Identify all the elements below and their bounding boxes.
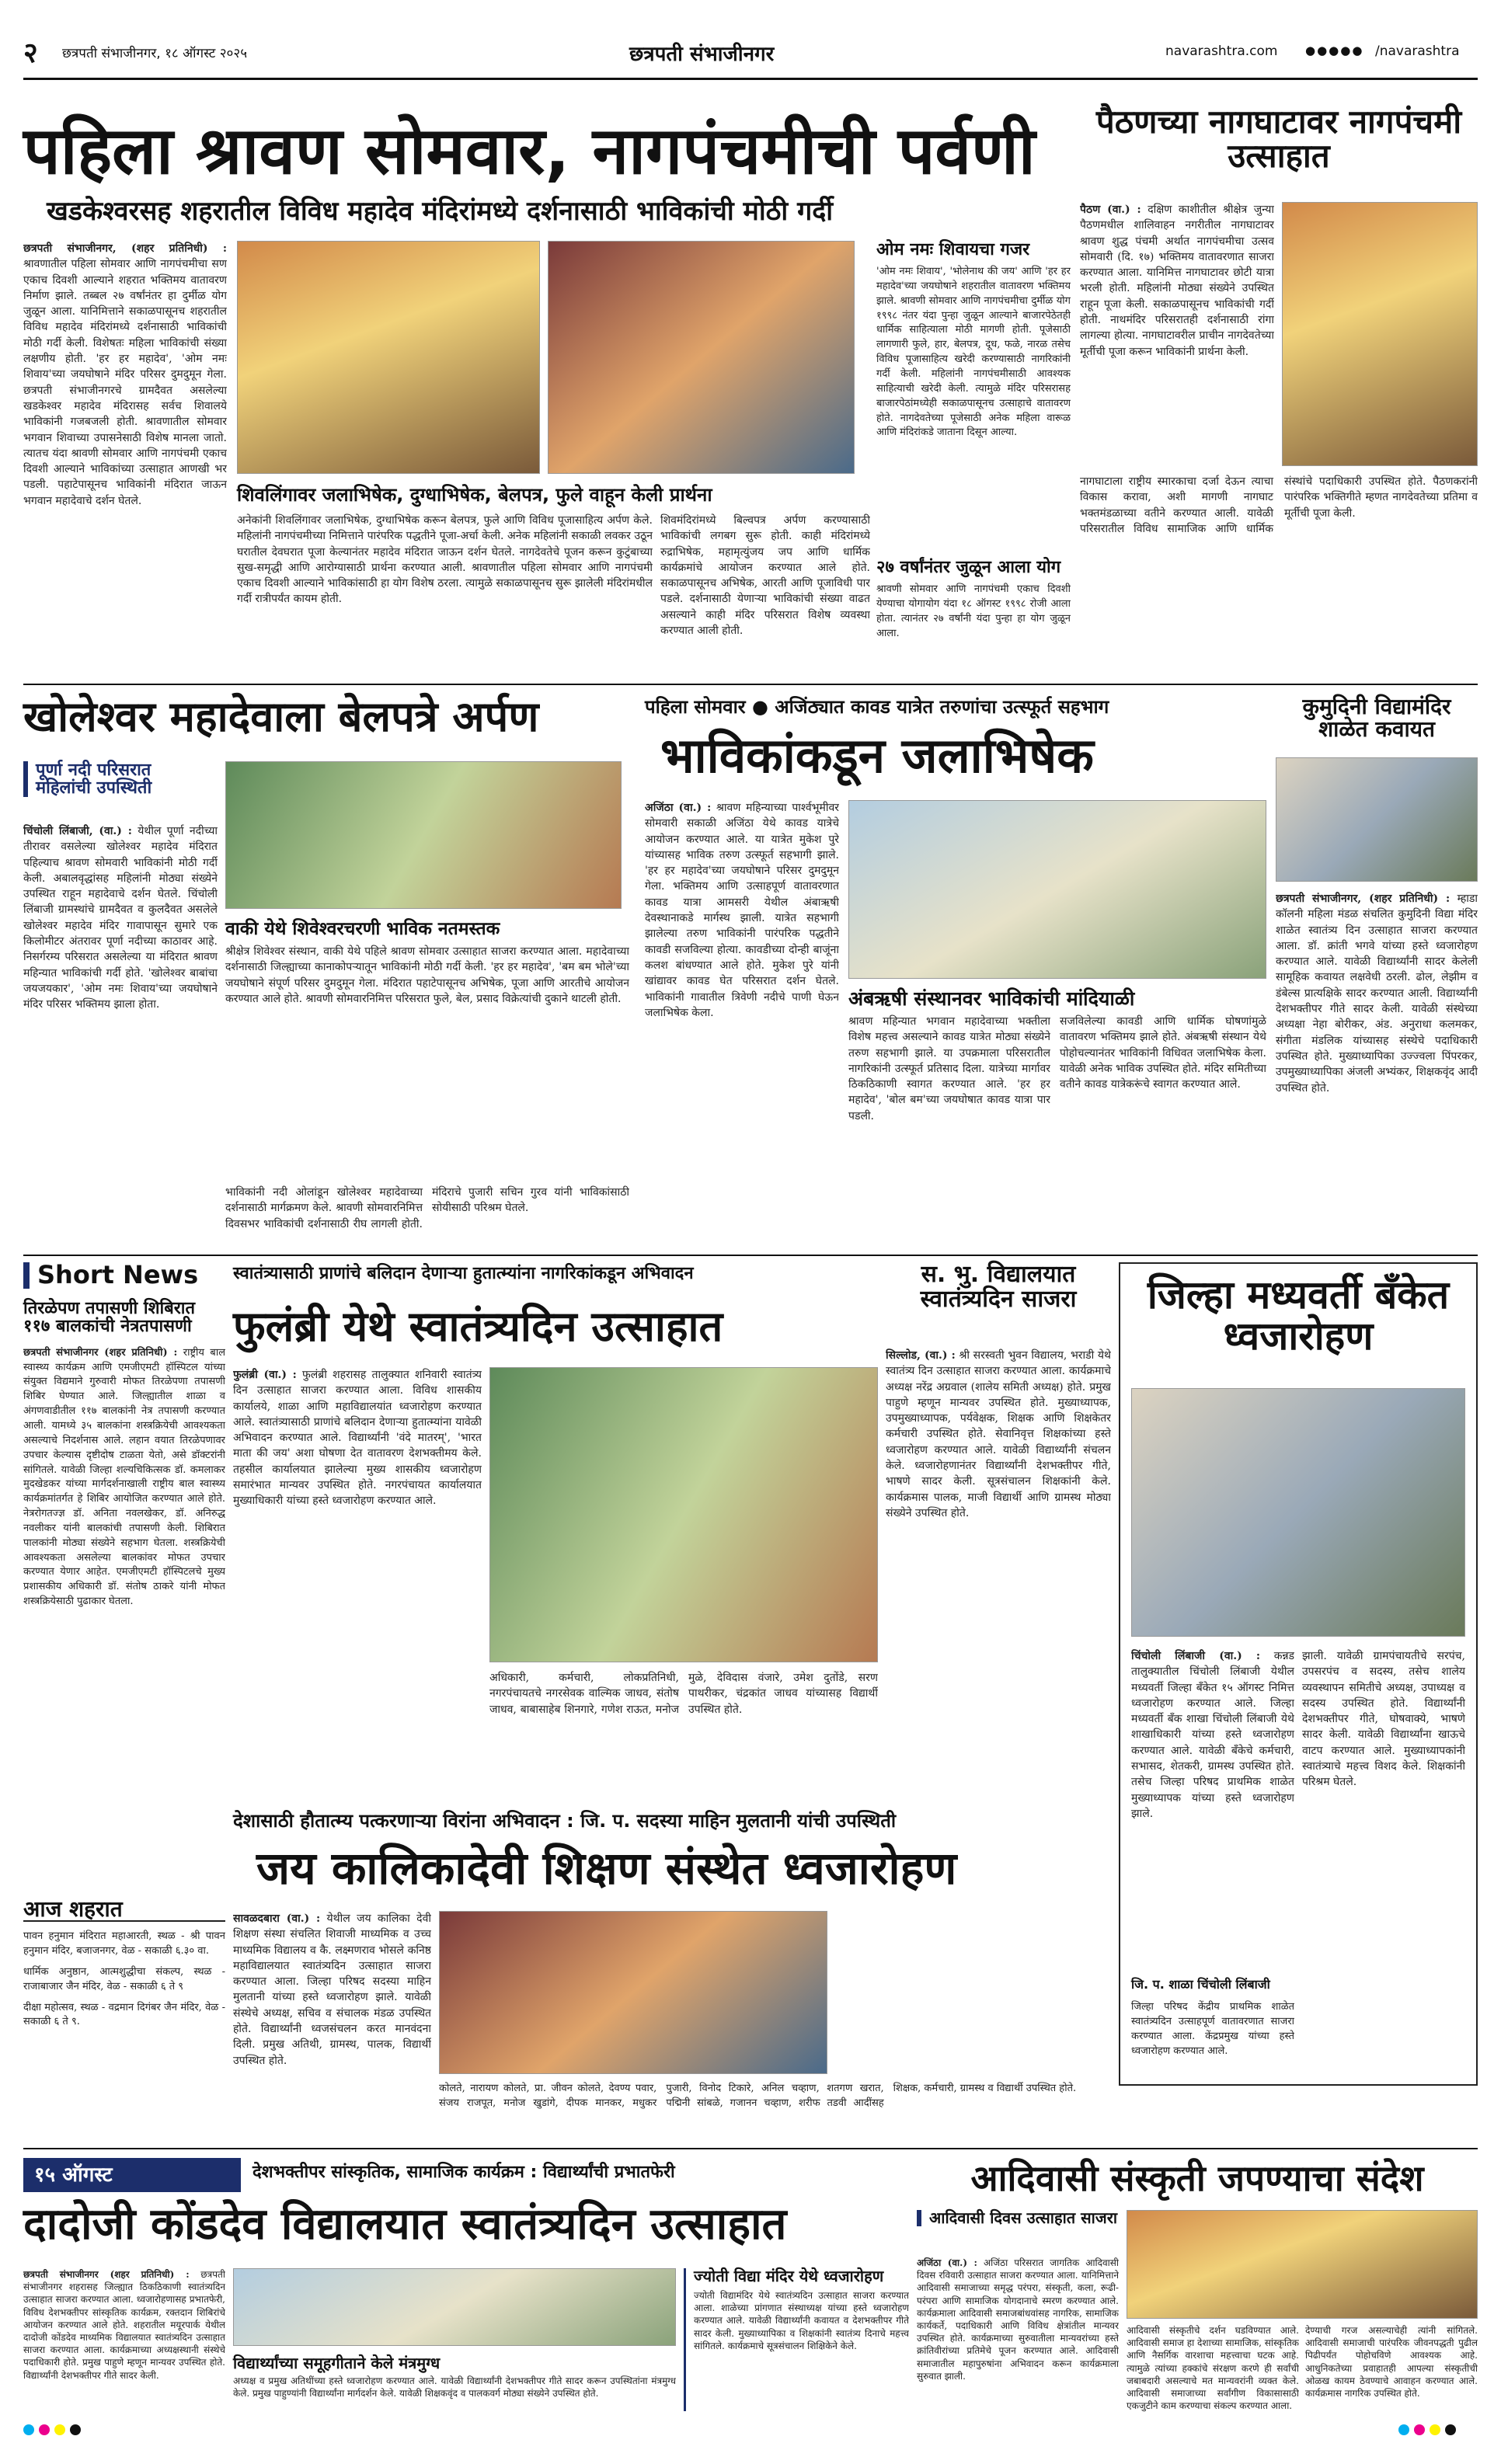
kumudini-headline: कुमुदिनी विद्यामंदिर शाळेत कवायत [1302,694,1451,743]
adivasi-body-3: देण्याची गरज असल्याचेही त्यांनी सांगितले. आदिवासी समाजाची पारंपरिक जीवनपद्धती पुढील पिढीपर्यंत पोहोचविणे आवश्यक आहे. आधुनिकतेच्या प्रवाहातही आपल्या संस्कृतीची ओळख कायम ठेवण्याचे आवाहन करण्यात आले. कार्यक्रमास नागरिक उपस्थित होते. [1305,2325,1478,2399]
paithan-photo [1282,202,1478,466]
fifteen-aug-kicker: देशभक्तीपर सांस्कृतिक, सामाजिक कार्यक्रम : विद्यार्थ्यांची प्रभातफेरी [252,2163,675,2182]
kholeshwar-caption: वाकी येथे शिवेश्वरचरणी भाविक नतमस्तक [225,919,500,939]
jyoti-body: ज्योती विद्यामंदिर येथे स्वातंत्र्यदिन उत्साहात साजरा करण्यात आला. शाळेच्या प्रांगणात संस्थाध्यक्ष यांच्या हस्ते ध्वजारोहण करण्यात आले. यावेळी विद्यार्थ्यांनी कवायत व देशभक्तीपर गीते सादर केली. मुख्याध्यापिका व शिक्षकांनी स्वातंत्र्य दिनाचे महत्त्व सांगितले. कार्यक्रमाचे सूत्रसंचालन शिक्षिकेने केले. [694,2290,909,2351]
silod-headline: स. भु. विद्यालयात स्वातंत्र्यदिन साजरा [920,1261,1077,1313]
dcc-body [1131,1648,1294,1975]
lead-dateline: छत्रपती संभाजीनगर, (शहर प्रतिनिधी) : [23,242,227,255]
paithan-body-text: दक्षिण काशीतील श्रीक्षेत्र जुन्या पैठणमधील शालिवाहन नगरीतील नागघाटावर श्रावण शुद्ध पंचमी अर्थात नागपंचमीचा उत्सव सोमवारी (दि. १७) भक्तिमय वातावरणात साजरा करण्यात आला. यानिमित्त नागघाटावर छोटी यात्रा भरली होती. महिलांनी मोठ्या संख्येने उपस्थित राहून पूजा केली. सकाळपासूनच भाविकांची गर्दी होती. नाथमंदिर परिसरातही दर्शनासाठी रांगा लागल्या होत्या. नागघाटावरील प्राचीन नागदेवतेच्या मूर्तीची पूजा करून भाविकांनी प्रार्थना केली. [1080,204,1274,358]
kalikadevi-dateline: सावळदबारा (वा.) : [233,1912,321,1925]
section-name: छत्रपती संभाजीनगर [629,43,775,66]
kholeshwar-dateline: चिंचोली लिंबाजी, (वा.) : [23,825,132,837]
short-news-headline: तिरळेपण तपासणी शिबिरात ११७ बालकांची नेत्रतपासणी [23,1298,196,1336]
registration-marks-left [23,2424,85,2438]
adivasi-body-text: अजिंठा परिसरात जागतिक आदिवासी दिवस रविवारी उत्साहात साजरा करण्यात आला. यानिमित्ताने आदिवासी समाजाच्या समृद्ध परंपरा, संस्कृती, कला, रूढी-परंपरा आणि सामाजिक योगदानाचे स्मरण करण्यात आले. कार्यक्रमाला आदिवासी समाजबांधवांसह नागरिक, सामाजिक कार्यकर्ते, पदाधिकारी आणि विविध क्षेत्रांतील मान्यवर उपस्थित होते. कार्यक्रमाच्या सुरुवातीला मान्यवरांच्या हस्ते क्रांतिवीरांच्या प्रतिमेचे पूजन करण्यात आले. आदिवासी समाजातील महापुरुषांना अभिवादन करून कार्यक्रमाला सुरुवात झाली. [917,2257,1119,2382]
kavad-headline: भाविकांकडून जलाभिषेक [660,727,1094,784]
phulambri-headline: फुलंब्री येथे स्वातंत्र्यदिन उत्साहात [233,1302,723,1351]
dadoji-body-text: छत्रपती संभाजीनगर शहरासह जिल्ह्यात ठिकठिकाणी स्वातंत्र्यदिन उत्साहात साजरा करण्यात आला. ध्वजारोहणासह प्रभातफेरी, विविध देशभक्तीपर सांस्कृतिक कार्यक्रम, रक्तदान शिबिरांचे आयोजन करण्यात आले होते. शहरातील मयूरपार्क येथील दादोजी कोंडदेव माध्यमिक विद्यालयात स्वातंत्र्यदिन उत्साहात साजरा करण्यात आला. कार्यक्रमाच्या अध्यक्षस्थानी संस्थेचे पदाधिकारी होते. प्रमुख पाहुणे म्हणून मान्यवर उपस्थित होते. विद्यार्थ्यांनी देशभक्तीपर गीते सादर केली. [23,2269,225,2381]
lead-subhead: खडकेश्वरसह शहरातील विविध महादेव मंदिरांमध्ये दर्शनासाठी भाविकांची मोठी गर्दी [47,196,834,227]
phulambri-photo [489,1367,878,1662]
jyoti-section [684,2268,909,2411]
om-subtitle: २७ वर्षांनंतर जुळून आला योग [876,558,1061,578]
kavad-kicker: पहिला सोमवार ● अजिंठ्यात कावड यात्रेत तरुणांचा उत्स्फूर्त सहभाग [645,696,1109,718]
kalikadevi-headline: जय कालिकादेवी शिक्षण संस्थेत ध्वजारोहण [256,1842,957,1895]
aaj-shahrat-item: धार्मिक अनुष्ठान, आत्मशुद्धीचा संकल्प, स्थळ - राजाबाजार जैन मंदिर, वेळ - सकाळी ६ ते ९ [23,1965,225,1992]
dcc-dateline: चिंचोली लिंबाजी (वा.) : [1131,1650,1261,1662]
adivasi-body [917,2257,1119,2412]
om-body-2: श्रावणी सोमवार आणि नागपंचमी एकाच दिवशी येण्याचा योगायोग यंदा १८ ऑगस्ट १९९८ रोजी आला होता. त्यानंतर २७ वर्षांनी यंदा पुन्हा हा योग जुळून आला. [876,583,1071,639]
kavad-body-2: श्रावण महिन्यात भगवान महादेवाच्या भक्तीला विशेष महत्त्व असल्याने कावड यात्रेत मोठ्या संख्येने तरुण सहभागी झाले. या उपक्रमाला परिसरातील नागरिकांनी उत्स्फूर्त प्रतिसाद दिला. यात्रेच्या मार्गावर ठिकठिकाणी स्वागत करण्यात आले. 'हर हर महादेव', 'बोल बम'च्या जयघोषात कावड यात्रा पार पडली. [848,1015,1050,1122]
paithan-dateline: पैठण (वा.) : [1080,204,1141,216]
kholeshwar-body [23,823,218,1247]
om-title: ओम नमः शिवायचा गजर [876,240,1030,259]
adivasi-dateline: अजिंठा (वा.) : [917,2257,977,2268]
kavad-body-text: श्रावण महिन्याच्या पार्श्वभूमीवर सोमवारी सकाळी अजिंठा येथे कावड यात्रेचे आयोजन करण्यात आले. या यात्रेत मुकेश पुरे यांच्यासह भाविक तरुण उत्स्फूर्त सहभागी झाले. 'हर हर महादेव'च्या जयघोषाने परिसर दुमदुमून गेला. भक्तिमय आणि उत्साहपूर्ण वातावरणात कावड यात्रा आमसरी येथील अंबाऋषी देवस्थानाकडे मार्गस्थ झाली. यात्रेत सहभागी झालेल्या तरुण भाविकांनी पारंपरिक पद्धतीने कावडी सजविल्या होत्या. कावडीच्या दोन्ही बाजूंना कलश बांधण्यात आले होते. मुकेश पुरे यांनी खांद्यावर कावड घेत परिसरात दर्शन घेतले. भाविकांनी गावातील त्रिवेणी नदीचे पाणी घेऊन जलाभिषेक केला. [645,802,839,1019]
dcc-body-2: जिल्हा परिषद केंद्रीय प्राथमिक शाळेत स्वातंत्र्यदिन उत्साहपूर्ण वातावरणात साजरा करण्यात आला. केंद्रप्रमुख यांच्या हस्ते ध्वजारोहण करण्यात आले. [1131,2001,1294,2057]
kalikadevi-body [233,1911,431,2136]
dcc-body-3: झाली. यावेळी ग्रामपंचायतीचे सरपंच, उपसरपंच व सदस्य, तसेच शालेय व्यवस्थापन समितीचे अध्यक्ष, उपाध्यक्ष व सदस्य उपस्थित होते. विद्यार्थ्यांनी देशभक्तीपर गीते, घोषवाक्ये, भाषणे सादर केली. यावेळी विद्यार्थ्यांना खाऊचे वाटप करण्यात आले. मुख्याध्यापकांनी स्वातंत्र्याचे महत्त्व विशद केले. शिक्षकांनी परिश्रम घेतले. [1302,1650,1465,1789]
paithan-body [1080,202,1274,466]
phulambri-dateline: फुलंब्री (वा.) : [233,1369,297,1381]
phulambri-caption: अधिकारी, कर्मचारी, लोकप्रतिनिधी, नगरपंचायतचे नगरसेवक वाल्मिक जाधव, संतोष जाधव, बाबासाहेब शिनगारे, गणेश राऊत, मनोज मुळे, देविदास वंजारे, उमेश दुतोंडे, सरण पाथरीकर, चंद्रकांत जाधव यांच्यासह विद्यार्थी उपस्थित होते. [489,1672,878,1716]
paithan-headline: पैठणच्या नागघाटावर नागपंचमी उत्साहात [1095,103,1462,176]
kholeshwar-body-text: येथील पूर्णा नदीच्या तीरावर वसलेल्या खोलेश्वर महादेव मंदिरात पहिल्याच श्रावण सोमवारी भाविकांनी मोठी गर्दी केली. अबालवृद्धांसह महिलांनी मोठ्या संख्येने उपस्थित राहून महादेवाचे दर्शन घेतले. चिंचोली लिंबाजी ग्रामस्थांचे ग्रामदैवत व कुलदैवत असलेले खोलेश्वर महादेव मंदिर गावापासून सुमारे एक किलोमीटर अंतरावर पूर्णा नदीच्या काठावर आहे. निसर्गरम्य परिसरात असलेल्या या मंदिरात श्रावण महिन्यात भाविकांची गर्दी होते. 'खोलेश्वर बाबांचा जयजयकार', 'ओम नमः शिवाय'च्या जयघोषाने मंदिर परिसर भक्तिमय झाला होता. [23,825,218,1011]
aaj-shahrat-item: दीक्षा महोत्सव, स्थळ - वद्रमान दिगंबर जैन मंदिर, वेळ - सकाळी ६ ते ९. [23,2001,225,2028]
silod-body [886,1348,1111,1806]
divider-2 [23,1255,1478,1256]
om-body: 'ओम नमः शिवाय', 'भोलेनाथ की जय' आणि 'हर हर महादेव'च्या जयघोषाने शहरातील वातावरण भक्तिमय झाले. श्रावणी सोमवार आणि नागपंचमीचा दुर्मीळ योग १९९८ नंतर यंदा पुन्हा जुळून आल्याने बाजारपेठेतही धार्मिक साहित्याला मोठी मागणी होती. पूजेसाठी लागणारी फुले, हार, बेलपत्र, दूध, फळे, नारळ तसेच विविध पूजासाहित्य खरेदी करण्यासाठी नागरिकांनी गर्दी केली. महिलांनी नागपंचमीसाठी आवश्यक साहित्याची खरेदी केली. त्यामुळे मंदिर परिसरासह बाजारपेठांमध्येही सकाळपासूनच उत्साहाचे वातावरण होते. नागदेवतेच्या पूजेसाठी अनेक महिला वारूळ आणि मंदिरांकडे जाताना दिसून आल्या. [876,266,1071,439]
registration-marks-right [1398,2424,1461,2438]
lead-caption: शिवलिंगावर जलाभिषेक, दुग्धाभिषेक, बेलपत्र, फुले वाहून केली प्रार्थना [237,484,712,506]
phulambri-body [233,1367,482,1802]
kumudini-section [1276,695,1478,1247]
kumudini-body-text: म्हाडा कॉलनी महिला मंडळ संचलित कुमुदिनी विद्या मंदिर शाळेत स्वातंत्र्य दिन उत्साहात साजरा करण्यात आला. डॉ. क्रांती भगवे यांच्या हस्ते ध्वजारोहण करण्यात आले. यावेळी विद्यार्थ्यांनी सादर केलेली सामूहिक कवायत लक्षवेधी ठरली. ढोल, लेझीम व डंबेल्स प्रात्यक्षिके सादर करण्यात आली. विद्यार्थ्यांनी देशभक्तीपर गीते सादर केली. यावेळी संस्थेच्या अध्यक्षा नेहा बोरीकर, अंड. अनुराधा कलमकर, संगीता मंडलिक यांच्यासह संस्थेचे पदाधिकारी उपस्थित होते. मुख्याध्यापिका उज्ज्वला पिंपरकर, उपमुख्याध्यापिका अंजली अभ्यंकर, शिक्षकवृंद आदी उपस्थित होते. [1276,893,1478,1095]
lead-body-3: शिवमंदिरांमध्ये बिल्वपत्र अर्पण करण्यासाठी भाविकांची लगबग सुरू होती. काही मंदिरांमध्ये रुद्राभिषेक, महामृत्युंजय जप आणि धार्मिक कार्यक्रमांचे आयोजन करण्यात आले होते. सकाळपासूनच अभिषेक, आरती आणि पूजाविधी पार पडले. दर्शनासाठी येणाऱ्या भाविकांची संख्या वाढत असल्याने काही मंदिर परिसरात विशेष व्यवस्था करण्यात आली होती. [660,514,870,638]
social-icons[interactable]: ●●●●● [1305,44,1364,57]
adivasi-body-2: आदिवासी संस्कृतीचे दर्शन घडविण्यात आले. आदिवासी समाज हा देशाच्या सामाजिक, सांस्कृतिक आणि नैसर्गिक वारशाचा महत्त्वाचा घटक आहे. त्यामुळे त्यांच्या हक्कांचे संरक्षण करणे ही सर्वांची जबाबदारी असल्याचे मत मान्यवरांनी व्यक्त केले. आदिवासी समाजाच्या सर्वांगीण विकासासाठी एकजुटीने काम करण्याचा संकल्प करण्यात आला. [1127,2325,1299,2412]
fifteen-aug-tag: १५ ऑगस्ट [23,2158,241,2192]
header-rule [23,78,1478,80]
kumudini-photo [1276,757,1478,882]
aaj-shahrat-title: आज शहरात [23,1898,225,1922]
adivasi-photo [1127,2210,1478,2319]
kholeshwar-body-3: भाविकांनी नदी ओलांडून खोलेश्वर महादेवाच्या दर्शनासाठी मार्गक्रमण केले. श्रावणी सोमवारनिमित्त दिवसभर भाविकांची दर्शनासाठी रीघ लागली होती. मंदिराचे पुजारी सचिन गुरव यांनी भाविकांसाठी सोयीसाठी परिश्रम घेतले. [225,1186,629,1230]
aaj-shahrat-item: पावन हनुमान मंदिरात महाआरती, स्थळ - श्री पावन हनुमान मंदिर, बजाजनगर, वेळ - सकाळी ६.३० वा. [23,1930,225,1958]
kumudini-body [1276,891,1478,1247]
lead-headline: पहिला श्रावण सोमवार, नागपंचमीची पर्वणी [23,113,1036,189]
jyoti-headline: ज्योती विद्या मंदिर येथे ध्वजारोहण [694,2267,884,2285]
dateline: छत्रपती संभाजीनगर, १८ ऑगस्ट २०२५ [62,46,248,61]
kumudini-dateline: छत्रपती संभाजीनगर, (शहर प्रतिनिधी) : [1276,893,1451,905]
adivasi-kicker: आदिवासी दिवस उत्साहात साजरा [917,2210,1119,2226]
phulambri-kicker: स्वातंत्र्यासाठी प्राणांचे बलिदान देणाऱ्या हुतात्म्यांना नागरिकांकडून अभिवादन [233,1264,694,1283]
kalikadevi-body-text: येथील जय कालिका देवी शिक्षण संस्था संचलित शिवाजी माध्यमिक व उच्च माध्यमिक विद्यालय व कै. लक्ष्मणराव भोसले कनिष्ठ महाविद्यालयात स्वातंत्र्यदिन उत्साहात साजरा करण्यात आला. जिल्हा परिषद सदस्या माहिन मुलतानी यांच्या हस्ते ध्वजारोहण झाले. यावेळी संस्थेचे अध्यक्ष, सचिव व संचालक मंडळ उपस्थित होते. विद्यार्थ्यांनी ध्वजसंचलन करत मानवंदना दिली. प्रमुख अतिथी, ग्रामस्थ, पालक, विद्यार्थी उपस्थित होते. [233,1912,431,2067]
lead-body-2: अनेकांनी शिवलिंगावर जलाभिषेक, दुग्धाभिषेक करून बेलपत्र, फुले आणि विविध पूजासाहित्य अर्पण केले. महिलांनी नागपंचमीच्या निमित्ताने पारंपरिक पद्धतीने पूजा-अर्चा केली. अनेक महिलांनी सकाळी लवकर उठून घरातील देवघरात पूजा केल्यानंतर महादेव मंदिरात जाऊन दर्शन घेतले. नागदेवतेचे पूजन करून कुटुंबाच्या सुख-समृद्धी आणि आरोग्यासाठी प्रार्थना करण्यात आली. श्रावणातील पहिला सोमवार आणि नागपंचमी एकाच दिवशी आल्याने भाविकांसाठी हा योग विशेष ठरला. त्यामुळे सकाळपासूनच सुरू झालेली मंदिरांमधील गर्दी रात्रीपर्यंत कायम होती. [237,514,653,606]
paithan-body-2: नागघाटाला राष्ट्रीय स्मारकाचा दर्जा देऊन त्याचा विकास करावा, अशी मागणी नागघाट भक्तमंडळाच्या वतीने करण्यात आली. यावेळी परिसरातील विविध सामाजिक आणि धार्मिक संस्थांचे पदाधिकारी उपस्थित होते. पैठणकरांनी पारंपरिक भक्तिगीते म्हणत नागदेवतेच्या प्रतिमा व मूर्तीची पूजा केली. [1080,475,1478,535]
silod-dateline: सिल्लोड, (वा.) : [886,1349,956,1362]
divider-3 [23,2148,1478,2149]
lead-body [23,241,227,676]
kavad-body [645,800,839,1247]
om-sidebar [876,241,1071,676]
silod-section [886,1262,1111,1806]
short-news-body [23,1346,225,1882]
phulambri-body-text: फुलंब्री शहरासह तालुक्यात शनिवारी स्वातंत्र्य दिन उत्साहात साजरा करण्यात आला. विविध शासकीय कार्यालये, शाळा आणि महाविद्यालयांत ध्वजारोहण करण्यात आले. स्वातंत्र्यासाठी प्राणांचे बलिदान देणाऱ्या हुतात्म्यांना यावेळी अभिवादन करण्यात आले. विद्यार्थ्यांनी 'वंदे मातरम्', 'भारत माता की जय' अशा घोषणा देत वातावरण देशभक्तीमय केले. तहसील कार्यालयात झालेल्या मुख्य शासकीय ध्वजारोहण समारंभात मान्यवर उपस्थित होते. नगरपंचायत कार्यालयात मुख्याधिकारी यांच्या हस्ते ध्वजारोहण करण्यात आले. [233,1369,482,1508]
page-header [23,33,1478,73]
adivasi-headline: आदिवासी संस्कृती जपण्याचा संदेश [970,2157,1424,2199]
divider-1 [23,684,1478,685]
dadoji-caption: विद्यार्थ्यांच्या समूहगीताने केले मंत्रमुग्ध [233,2354,441,2372]
short-news-body-text: राष्ट्रीय बाल स्वास्थ्य कार्यक्रम आणि एमजीएमटी हॉस्पिटल यांच्या संयुक्त विद्यमाने गुरुवारी मोफत तिरळेपणा तपासणी शिबिर घेण्यात आले. जिल्ह्यातील शाळा व अंगणवाडीतील ११७ बालकांनी नेत्र तपासणी करण्यात आली. यामध्ये ३५ बालकांना शस्त्रक्रियेची आवश्यकता असल्याचे निदर्शनास आले. लहान वयात तिरळेपणावर उपचार केल्यास दृष्टीदोष टाळता येतो, असे डॉक्टरांनी सांगितले. यावेळी जिल्हा शल्यचिकित्सक डॉ. कमलाकर मुदखेडकर यांच्या मार्गदर्शनाखाली राष्ट्रीय बाल स्वास्थ्य कार्यक्रमांतर्गत हे शिबिर आयोजित करण्यात आले होते. नेत्ररोगतज्ज्ञ डॉ. अनिता नवलखेकर, डॉ. अनिरुद्ध नवलीकर यांनी बालकांची तपासणी केली. शिबिरात पालकांनी मोठ्या संख्येने सहभाग घेतला. शस्त्रक्रियेची आवश्यकता असलेल्या बालकांवर मोफत उपचार करण्यात येणार आहेत. एमजीएमटी हॉस्पिटलचे मुख्य प्रशासकीय अधिकारी डॉ. संतोष ठाकरे यांनी मोफत शस्त्रक्रियेसाठी पुढाकार घेतला. [23,1346,225,1608]
kavad-dateline: अजिंठा (वा.) : [645,802,712,814]
dcc-subtitle: जि. प. शाळा चिंचोली लिंबाजी [1131,1977,1270,1992]
dcc-headline: जिल्हा मध्यवर्ती बँकेत ध्वजारोहण [1147,1272,1450,1359]
kalikadevi-caption: कोलते, नारायण कोलते, प्रा. जीवन कोलते, देवण्य पवार, संजय राजपूत, मनोज खुडांगे, दीपक मानकर, मधुकर पुजारी, विनोद टिकारे, अनिल चव्हाण, शतगण खरात, पद्मिनी सांबळे, गजानन चव्हाण, शरीफ तडवी आदींसह शिक्षक, कर्मचारी, ग्रामस्थ व विद्यार्थी उपस्थित होते. [439,2083,1077,2109]
dadoji-body [23,2268,225,2408]
kavad-body-3: सजविलेल्या कावडी आणि धार्मिक घोषणांमुळे वातावरण भक्तिमय झाले होते. अंबऋषी संस्थान येथे पोहोचल्यानंतर भाविकांनी विधिवत जलाभिषेक केला. यावेळी अनेक भाविक उपस्थित होते. मंदिर समितीच्या वतीने कावड यात्रेकरूंचे स्वागत करण्यात आले. [1060,1015,1266,1091]
website[interactable]: navarashtra.com [1165,44,1278,59]
lead-body-text: श्रावणातील पहिला सोमवार आणि नागपंचमीचा सण एकाच दिवशी आल्याने शहरात भक्तिमय वातावरण निर्माण झाले. तब्बल २७ वर्षांनंतर हा दुर्मीळ योग जुळून आला. यानिमित्ताने सकाळपासूनच शहरातील विविध महादेव मंदिरांमध्ये दर्शनासाठी भाविकांची मोठी गर्दी केली. विशेषतः महिला भाविकांची संख्या लक्षणीय होती. 'हर हर महादेव', 'ओम नमः शिवाय'च्या जयघोषाने मंदिर परिसर दुमदुमून गेला. छत्रपती संभाजीनगरचे ग्रामदैवत असलेल्या खडकेश्वर महादेव मंदिरासह सर्वच शिवालये भाविकांनी गजबजली होती. श्रावणातील सोमवार भगवान शिवाच्या उपासनेसाठी विशेष मानला जातो. त्यातच यंदा श्रावणी सोमवार आणि नागपंचमी एकाच दिवशी आल्याने भाविकांच्या उत्साहात आणखी भर पडली. पहाटेपासूनच भाविकांनी मंदिरात जाऊन भगवान महादेवाचे दर्शन घेतले. [23,258,227,507]
short-news-section [23,1262,225,2140]
dadoji-headline: दादोजी कोंडदेव विद्यालयात स्वातंत्र्यदिन उत्साहात [23,2199,787,2250]
paithan-section [1080,105,1478,680]
dadoji-body-2: अध्यक्ष व प्रमुख अतिथींच्या हस्ते ध्वजारोहण करण्यात आले. यावेळी विद्यार्थ्यांनी देशभक्तीपर गीते सादर करून उपस्थितांना मंत्रमुग्ध केले. प्रमुख पाहुण्यांनी विद्यार्थ्यांना मार्गदर्शन केले. यावेळी शिक्षकवृंद व पालकवर्ग मोठ्या संख्येने उपस्थित होते. [233,2375,676,2399]
kholeshwar-headline: खोलेश्वर महादेवाला बेलपत्रे अर्पण [23,692,539,741]
dadoji-dateline: छत्रपती संभाजीनगर (शहर प्रतिनिधी) : [23,2269,190,2280]
lead-photo-1 [237,241,540,474]
page-number: २ [23,37,38,69]
kholeshwar-kicker: पूर्णा नदी परिसरात महिलांची उपस्थिती [23,761,210,797]
kavad-caption: अंबऋषी संस्थानवर भाविकांची मांदियाळी [848,987,1135,1010]
kholeshwar-body-2: श्रीक्षेत्र शिवेश्वर संस्थान, वाकी येथे पहिले श्रावण सोमवार उत्साहात साजरा करण्यात आला. महादेवाच्या दर्शनासाठी जिल्ह्याच्या कानाकोपऱ्यातून भाविकांनी मोठी गर्दी केली. 'हर हर महादेव', 'बम बम भोले'च्या जयघोषाने संपूर्ण परिसर दुमदुमून गेला. मंदिरात पहाटेपासूनच अभिषेक, पूजा आणि आरतीचे आयोजन करण्यात आले होते. श्रावणी सोमवारनिमित्त परिसरात फुले, बेल, प्रसाद विक्रेत्यांची दुकाने थाटली होती. [225,945,629,1005]
lead-photo-2 [548,241,855,474]
dcc-section [1119,1262,1478,2086]
dcc-body-text: कन्नड तालुक्यातील चिंचोली लिंबाजी येथील मध्यवर्ती जिल्हा बँकेत १५ ऑगस्ट निमित्त ध्वजारोहण करण्यात आले. जिल्हा मध्यवर्ती बँक शाखा चिंचोली लिंबाजी येथे शाखाधिकारी यांच्या हस्ते ध्वजारोहण करण्यात आले. यावेळी बँकेचे कर्मचारी, सभासद, शेतकरी, ग्रामस्थ उपस्थित होते. तसेच जिल्हा परिषद प्राथमिक शाळेत मुख्याध्यापक यांच्या हस्ते ध्वजारोहण झाले. [1131,1650,1294,1820]
kavad-photo [848,800,1266,979]
short-news-label: Short News [23,1262,225,1289]
dadoji-photo [233,2268,676,2346]
short-news-dateline: छत्रपती संभाजीनगर (शहर प्रतिनिधी) : [23,1346,178,1359]
kalikadevi-photo [439,1911,827,2074]
silod-body-text: श्री सरस्वती भुवन विद्यालय, भराडी येथे स्वातंत्र्य दिन उत्साहात साजरा करण्यात आला. कार्यक्रमाचे अध्यक्ष नरेंद्र अग्रवाल (शालेय समिती अध्यक्ष) होते. प्रमुख पाहुणे म्हणून मान्यवर उपस्थित होते. मुख्याध्यापक, उपमुख्याध्यापक, पर्यवेक्षक, शिक्षक आणि शिक्षकेतर कर्मचारी उपस्थित होते. सेवानिवृत्त शिक्षकांच्या हस्ते ध्वजारोहण करण्यात आले. यावेळी विद्यार्थ्यांनी संचलन केले. ध्वजारोहणानंतर विद्यार्थ्यांनी देशभक्तीपर गीते, भाषणे सादर केली. सूत्रसंचालन शिक्षकांनी केले. कार्यक्रमास पालक, माजी विद्यार्थी आणि ग्रामस्थ मोठ्या संख्येने उपस्थित होते. [886,1349,1111,1519]
dcc-photo [1131,1388,1465,1637]
kalikadevi-kicker: देशासाठी हौतात्म्य पत्करणाऱ्या विरांना अभिवादन : जि. प. सदस्या माहिन मुलतानी यांची उपस्थिती [233,1810,897,1832]
social-handle: /navarashtra [1375,44,1460,59]
kholeshwar-photo [225,761,622,909]
